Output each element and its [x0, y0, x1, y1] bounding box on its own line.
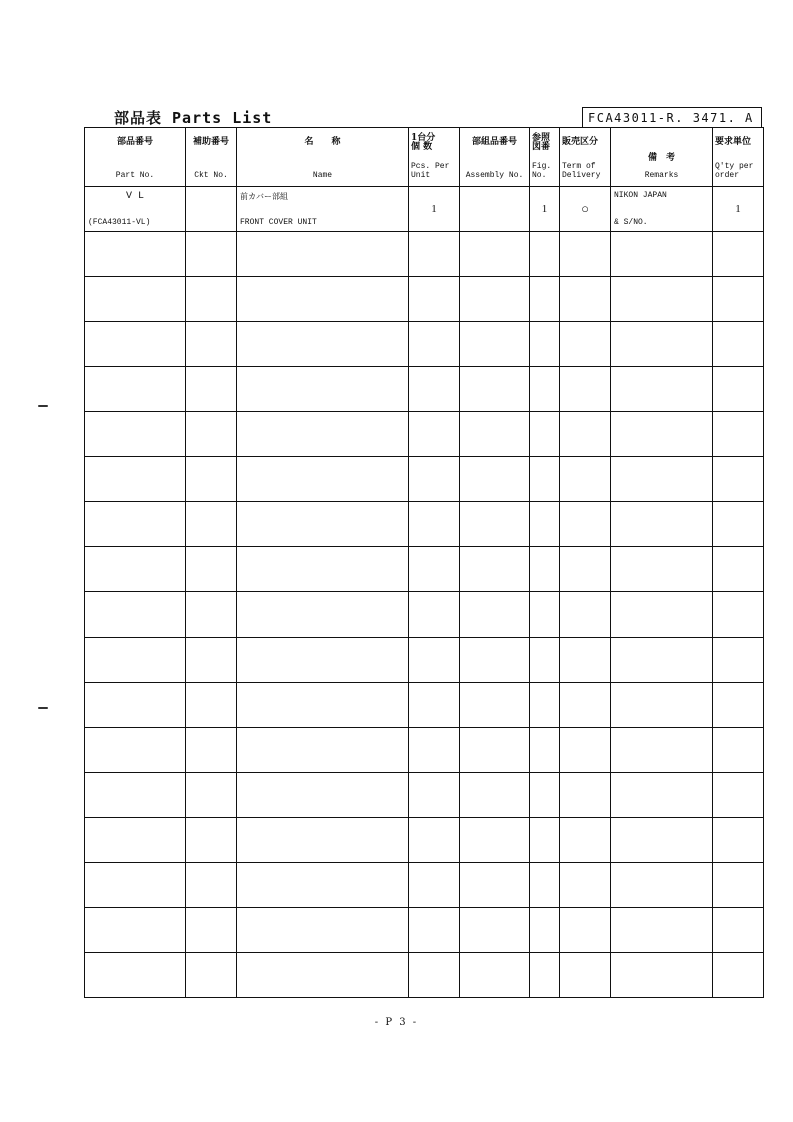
col-header-qty-per-order: 要求単位 Q'ty per order — [713, 128, 764, 187]
punch-mark — [38, 405, 48, 407]
parts-table — [84, 127, 764, 998]
cell-fig-no: 1 — [530, 187, 560, 232]
table-row — [85, 907, 764, 952]
table-row — [85, 322, 764, 367]
document-number: FCA43011-R. 3471. A — [582, 107, 762, 127]
table-row — [85, 952, 764, 997]
table-row — [85, 232, 764, 277]
cell-part-no: V L (FCA43011-VL) — [85, 187, 186, 232]
table-row — [85, 187, 764, 232]
col-header-term-of-delivery: 販売区分 Term of Delivery — [560, 128, 611, 187]
col-header-name: 名 称 Name — [237, 128, 409, 187]
col-header-part-no: 部品番号 Part No. — [85, 128, 186, 187]
table-row — [85, 277, 764, 322]
table-row — [85, 367, 764, 412]
col-header-assembly-no: 部組品番号 Assembly No. — [460, 128, 530, 187]
cell-term-of-delivery: ○ — [560, 187, 611, 232]
cell-pcs-per-unit: 1 — [409, 187, 460, 232]
punch-mark — [38, 707, 48, 709]
cell-assembly-no — [460, 187, 530, 232]
table-row — [85, 682, 764, 727]
col-header-remarks: 備 考 Remarks — [611, 128, 713, 187]
col-header-ckt-no: 補助番号 Ckt No. — [186, 128, 237, 187]
table-row — [85, 817, 764, 862]
table-row — [85, 592, 764, 637]
table-header-row — [85, 128, 764, 187]
table-row — [85, 637, 764, 682]
page-number: - P 3 - — [374, 1017, 419, 1028]
page-title: 部品表 Parts List — [114, 109, 273, 127]
cell-remarks: NIKON JAPAN & S/NO. — [611, 187, 713, 232]
table-row — [85, 547, 764, 592]
table-row — [85, 727, 764, 772]
table-row — [85, 412, 764, 457]
table-row — [85, 502, 764, 547]
cell-name: 前カバー部組 FRONT COVER UNIT — [237, 187, 409, 232]
col-header-pcs-per-unit: 1台分 個 数 Pcs. Per Unit — [409, 128, 460, 187]
cell-ckt-no — [186, 187, 237, 232]
col-header-fig-no: 参照 図番 Fig. No. — [530, 128, 560, 187]
table-row — [85, 862, 764, 907]
table-row — [85, 457, 764, 502]
table-row — [85, 772, 764, 817]
cell-qty-per-order: 1 — [713, 187, 764, 232]
